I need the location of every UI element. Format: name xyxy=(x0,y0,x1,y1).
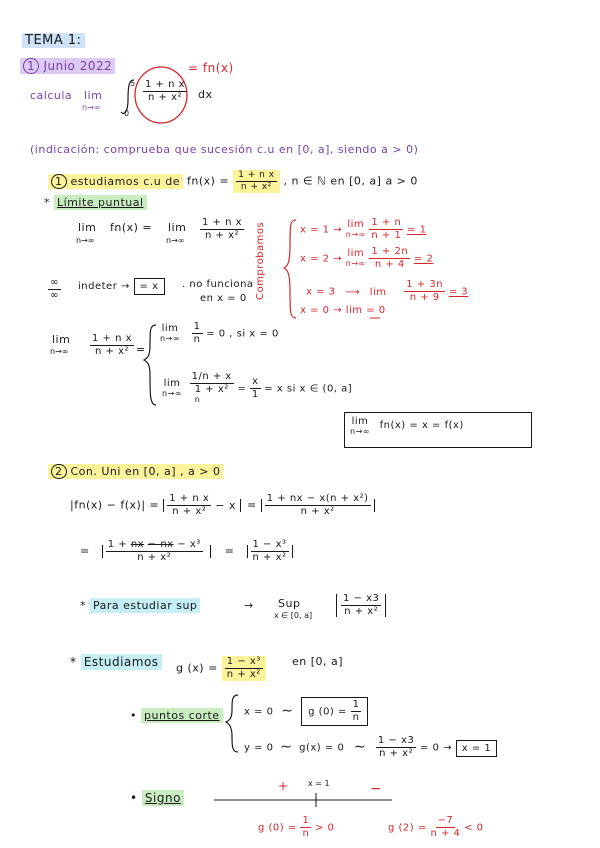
case-2: lim n→∞ 1/n + x 1 + x² n = $\frac{x}{1}$ = x si x ∈ (0, a] xyxy=(162,371,353,404)
sign-g0: g (0) = $\frac{1}{n}$ > 0 xyxy=(258,815,335,839)
lim-sub: n→∞ xyxy=(82,103,101,112)
comprobamos-row-1: x = 1 → lim n→∞ $\frac{1 + n}{n + 1}$ = 1 xyxy=(300,217,427,241)
limite-heading: * Límite puntual xyxy=(44,197,147,208)
cortes-x0: x = 0 ∼ g (0) = $\frac{1}{n}$ xyxy=(244,697,368,726)
comprobamos-row-2: x = 2 → lim n→∞ $\frac{1 + 2n}{n + 4}$ = 2 xyxy=(300,246,434,270)
comprobamos-row-3: x = 3 ⟶ lim $\frac{1 + 3n}{n + 9}$ = 3 xyxy=(306,279,469,303)
comprobamos-row-4: x = 0 → lim = 0 xyxy=(300,305,386,316)
case-1: lim n→∞ $\frac{1}{n}$ = 0 , si x = 0 xyxy=(160,321,279,345)
cortes-y0: y = 0 ∼ g(x) = 0 ∼ $\frac{1 - x3}{\text{n + x²}}$ = 0 → x = 1 xyxy=(244,736,497,759)
lim-text: lim xyxy=(84,89,103,102)
limite-fraction: $\frac{\text{1 + n x}}{\text{n + x²}}$ xyxy=(202,217,243,241)
indet-infinity: $\frac{\infty}{\infty}$ xyxy=(50,277,59,301)
limite-lim-sub: n→∞ xyxy=(76,236,95,245)
cortes-label: • puntos corte xyxy=(130,710,223,721)
limite-lim2-sub: n→∞ xyxy=(166,236,185,245)
integral-upper: 5 xyxy=(130,79,136,88)
comprobamos-brace xyxy=(284,220,296,318)
exercise-header xyxy=(20,60,115,72)
g-domain: en [0, a] xyxy=(292,655,344,668)
fn-label: = fn(x) xyxy=(188,61,234,75)
calcula-text: calcula xyxy=(30,89,73,102)
indet-note-2: en x = 0 xyxy=(200,293,247,304)
limite-fnx: fn(x) = xyxy=(110,221,153,234)
indet-note-1: . no funciona xyxy=(182,279,254,290)
cases-eq: = xyxy=(136,343,146,356)
sup-label: * Para estudiar sup xyxy=(80,600,200,611)
dx-text: dx xyxy=(198,88,213,101)
g-label: * Estudiamos xyxy=(70,656,162,668)
g-def: g (x) = $\frac{\text{1 − x³}}{\text{n + x²}}$ xyxy=(176,656,266,681)
sup-arrow: → xyxy=(244,599,254,612)
indicacion-text: (indicación: comprueba que sucesión c.u en [0, a], siendo a > 0) xyxy=(30,143,419,156)
comprobamos-label: Comprobamos xyxy=(255,221,266,300)
integrand-fraction: $\frac{\text{1 + n x}}{\text{n + x²}}$ xyxy=(145,79,186,103)
g0-box: g (0) = $\frac{1}{n}$ xyxy=(301,697,368,726)
integral-lower: 0 xyxy=(124,109,130,118)
sup-sub: x ∈ [0, a] xyxy=(274,611,313,620)
indet-text: indeter → = x xyxy=(78,282,165,292)
result-box: lim n→∞ fn(x) = x = f(x) xyxy=(344,412,532,448)
cases-lim-sub: n→∞ xyxy=(50,347,69,356)
sign-plus: + xyxy=(278,779,289,793)
signo-label: • Signo xyxy=(130,792,184,804)
diff-line: |fn(x) − f(x)| = $\frac{\text{1 + n x}}{\text{n + x²}}$ − x = $\frac{\text{1 + nx − x(n + x²)}}{\text{n + x²}}$ xyxy=(70,494,375,517)
limite-lim: lim xyxy=(78,221,97,234)
page-title: TEMA 1: xyxy=(22,33,85,48)
sup-fraction: $\frac{1 - x3}{\text{n + x²}}$ xyxy=(336,594,386,617)
cases-fraction: $\frac{\text{1 + n x}}{\text{n + x²}}$ xyxy=(92,333,133,357)
sign-g2: g (2) = $\frac{-7}{n + 4}$ < 0 xyxy=(388,815,484,839)
cases-lim: lim xyxy=(52,333,71,346)
cases-brace xyxy=(144,325,156,405)
sign-tick-label: x = 1 xyxy=(308,779,330,788)
simp-line: = $\frac{\text{1 + nx − nx − x³}}{\text{n + x²}}$ = $\frac{\text{1 − x³}}{\text{n + x²}}$ xyxy=(80,540,293,563)
sup-sup: Sup xyxy=(278,597,301,610)
step2-line: 2 Con. Uni en [0, a] , a > 0 xyxy=(48,466,223,477)
exercise-number: 1 Junio 2022 xyxy=(20,58,115,74)
sign-minus: − xyxy=(370,781,383,797)
limite-lim2: lim xyxy=(168,221,187,234)
cortes-brace xyxy=(226,695,238,752)
step1-line: 1 estudiamos c.u de fn(x) = $\frac{\text{1 + n x}}{\text{n + x²}}$ , n ∈ ℕ en [0, a] a > 0 xyxy=(48,170,418,193)
